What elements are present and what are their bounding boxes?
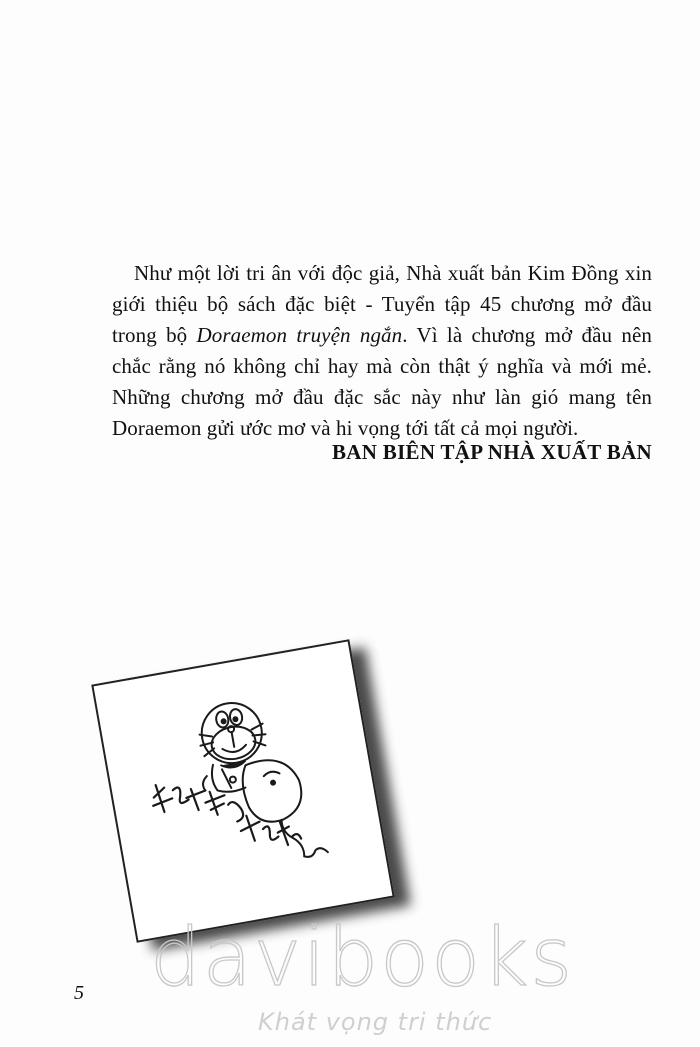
doraemon-head	[194, 698, 269, 769]
editorial-board-signature: BAN BIÊN TẬP NHÀ XUẤT BẢN	[331, 440, 652, 464]
foreword-paragraph	[112, 258, 652, 444]
watermark-tagline: Khát vọng tri thức	[258, 1008, 493, 1036]
foreword-text-part2: . Vì là chương mở đầu nên chắc rằng nó không chỉ hay mà còn thật ý nghĩa và mới mẻ. Những chương mở đầu đặc sắc này như làn gió mang tên Doraemon gửi ước mơ và hi vọng tới tất cả mọi người.	[112, 323, 652, 440]
watermark-logo: davibooks	[150, 911, 575, 1004]
book-title-italic: Doraemon truyện ngắn	[196, 323, 403, 347]
balloon-sketch	[239, 752, 328, 866]
doraemon-sketch-card	[91, 639, 395, 943]
doraemon-sketch-drawing	[94, 642, 393, 941]
page-number: 5	[74, 982, 84, 1004]
foreword-text-part1: Như một lời tri ân với độc giả, Nhà xuất bản Kim Đồng xin giới thiệu bộ sách đặc biệt - Tuyển tập 45 chương mở đầu trong bộ	[112, 261, 652, 347]
foreword-text	[112, 258, 652, 444]
